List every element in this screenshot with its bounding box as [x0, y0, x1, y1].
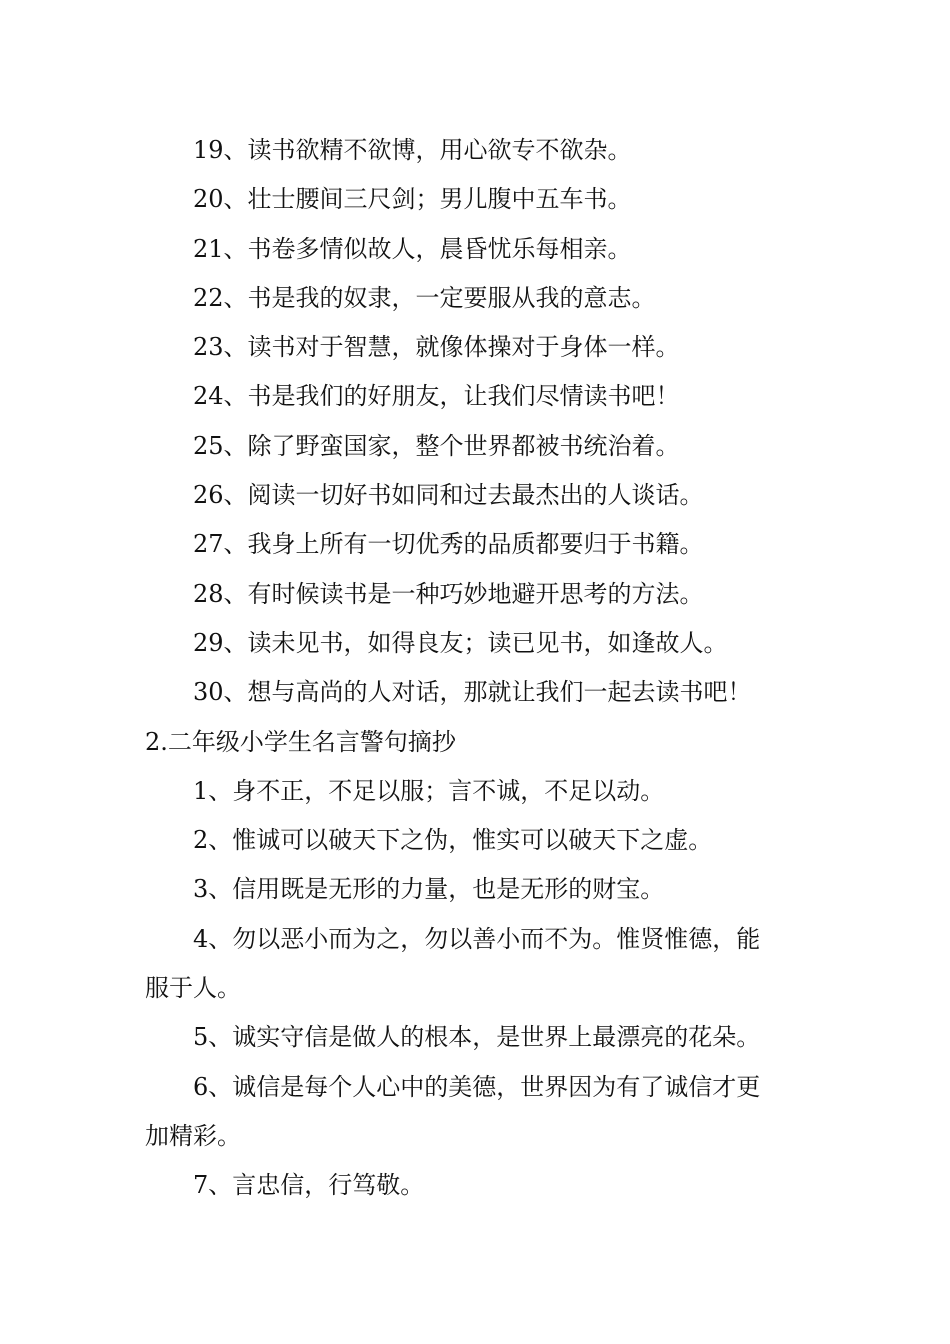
quote-line: 28、有时候读书是一种巧妙地避开思考的方法。: [193, 579, 704, 608]
quote-line: 7、言忠信，行笃敬。: [193, 1171, 425, 1200]
quote-line: 23、读书对于智慧，就像体操对于身体一样。: [193, 333, 680, 362]
quote-line: 4、勿以恶小而为之，勿以善小而不为。惟贤惟德，能: [193, 924, 761, 953]
quote-line: 3、信用既是无形的力量，也是无形的财宝。: [193, 875, 665, 904]
text-block: [145, 126, 810, 1211]
quote-line: 1、身不正，不足以服；言不诚，不足以动。: [193, 776, 665, 805]
quote-line: 27、我身上所有一切优秀的品质都要归于书籍。: [193, 530, 704, 559]
quote-line-continuation: 服于人。: [145, 974, 241, 1003]
quote-line: 21、书卷多情似故人，晨昏忧乐每相亲。: [193, 234, 632, 263]
quote-line: 19、读书欲精不欲博，用心欲专不欲杂。: [193, 136, 632, 164]
quote-line: 22、书是我的奴隶，一定要服从我的意志。: [193, 283, 656, 312]
quote-line: 30、想与高尚的人对话，那就让我们一起去读书吧！: [193, 678, 752, 707]
quote-line: 29、读未见书，如得良友；读已见书，如逢故人。: [193, 628, 728, 657]
quote-line-continuation: 加精彩。: [145, 1121, 241, 1150]
quote-line: 2、惟诚可以破天下之伪，惟实可以破天下之虚。: [193, 826, 713, 855]
quote-line: 6、诚信是每个人心中的美德，世界因为有了诚信才更: [193, 1072, 761, 1101]
quote-line: 26、阅读一切好书如同和过去最杰出的人谈话。: [193, 481, 704, 510]
quote-line: 24、书是我们的好朋友，让我们尽情读书吧！: [193, 382, 680, 411]
section-heading: 2.二年级小学生名言警句摘抄: [145, 727, 456, 756]
quote-line: 5、诚实守信是做人的根本，是世界上最漂亮的花朵。: [193, 1023, 761, 1052]
quote-line: 25、除了野蛮国家，整个世界都被书统治着。: [193, 431, 680, 460]
quote-line: 20、壮士腰间三尺剑；男儿腹中五车书。: [193, 185, 632, 214]
